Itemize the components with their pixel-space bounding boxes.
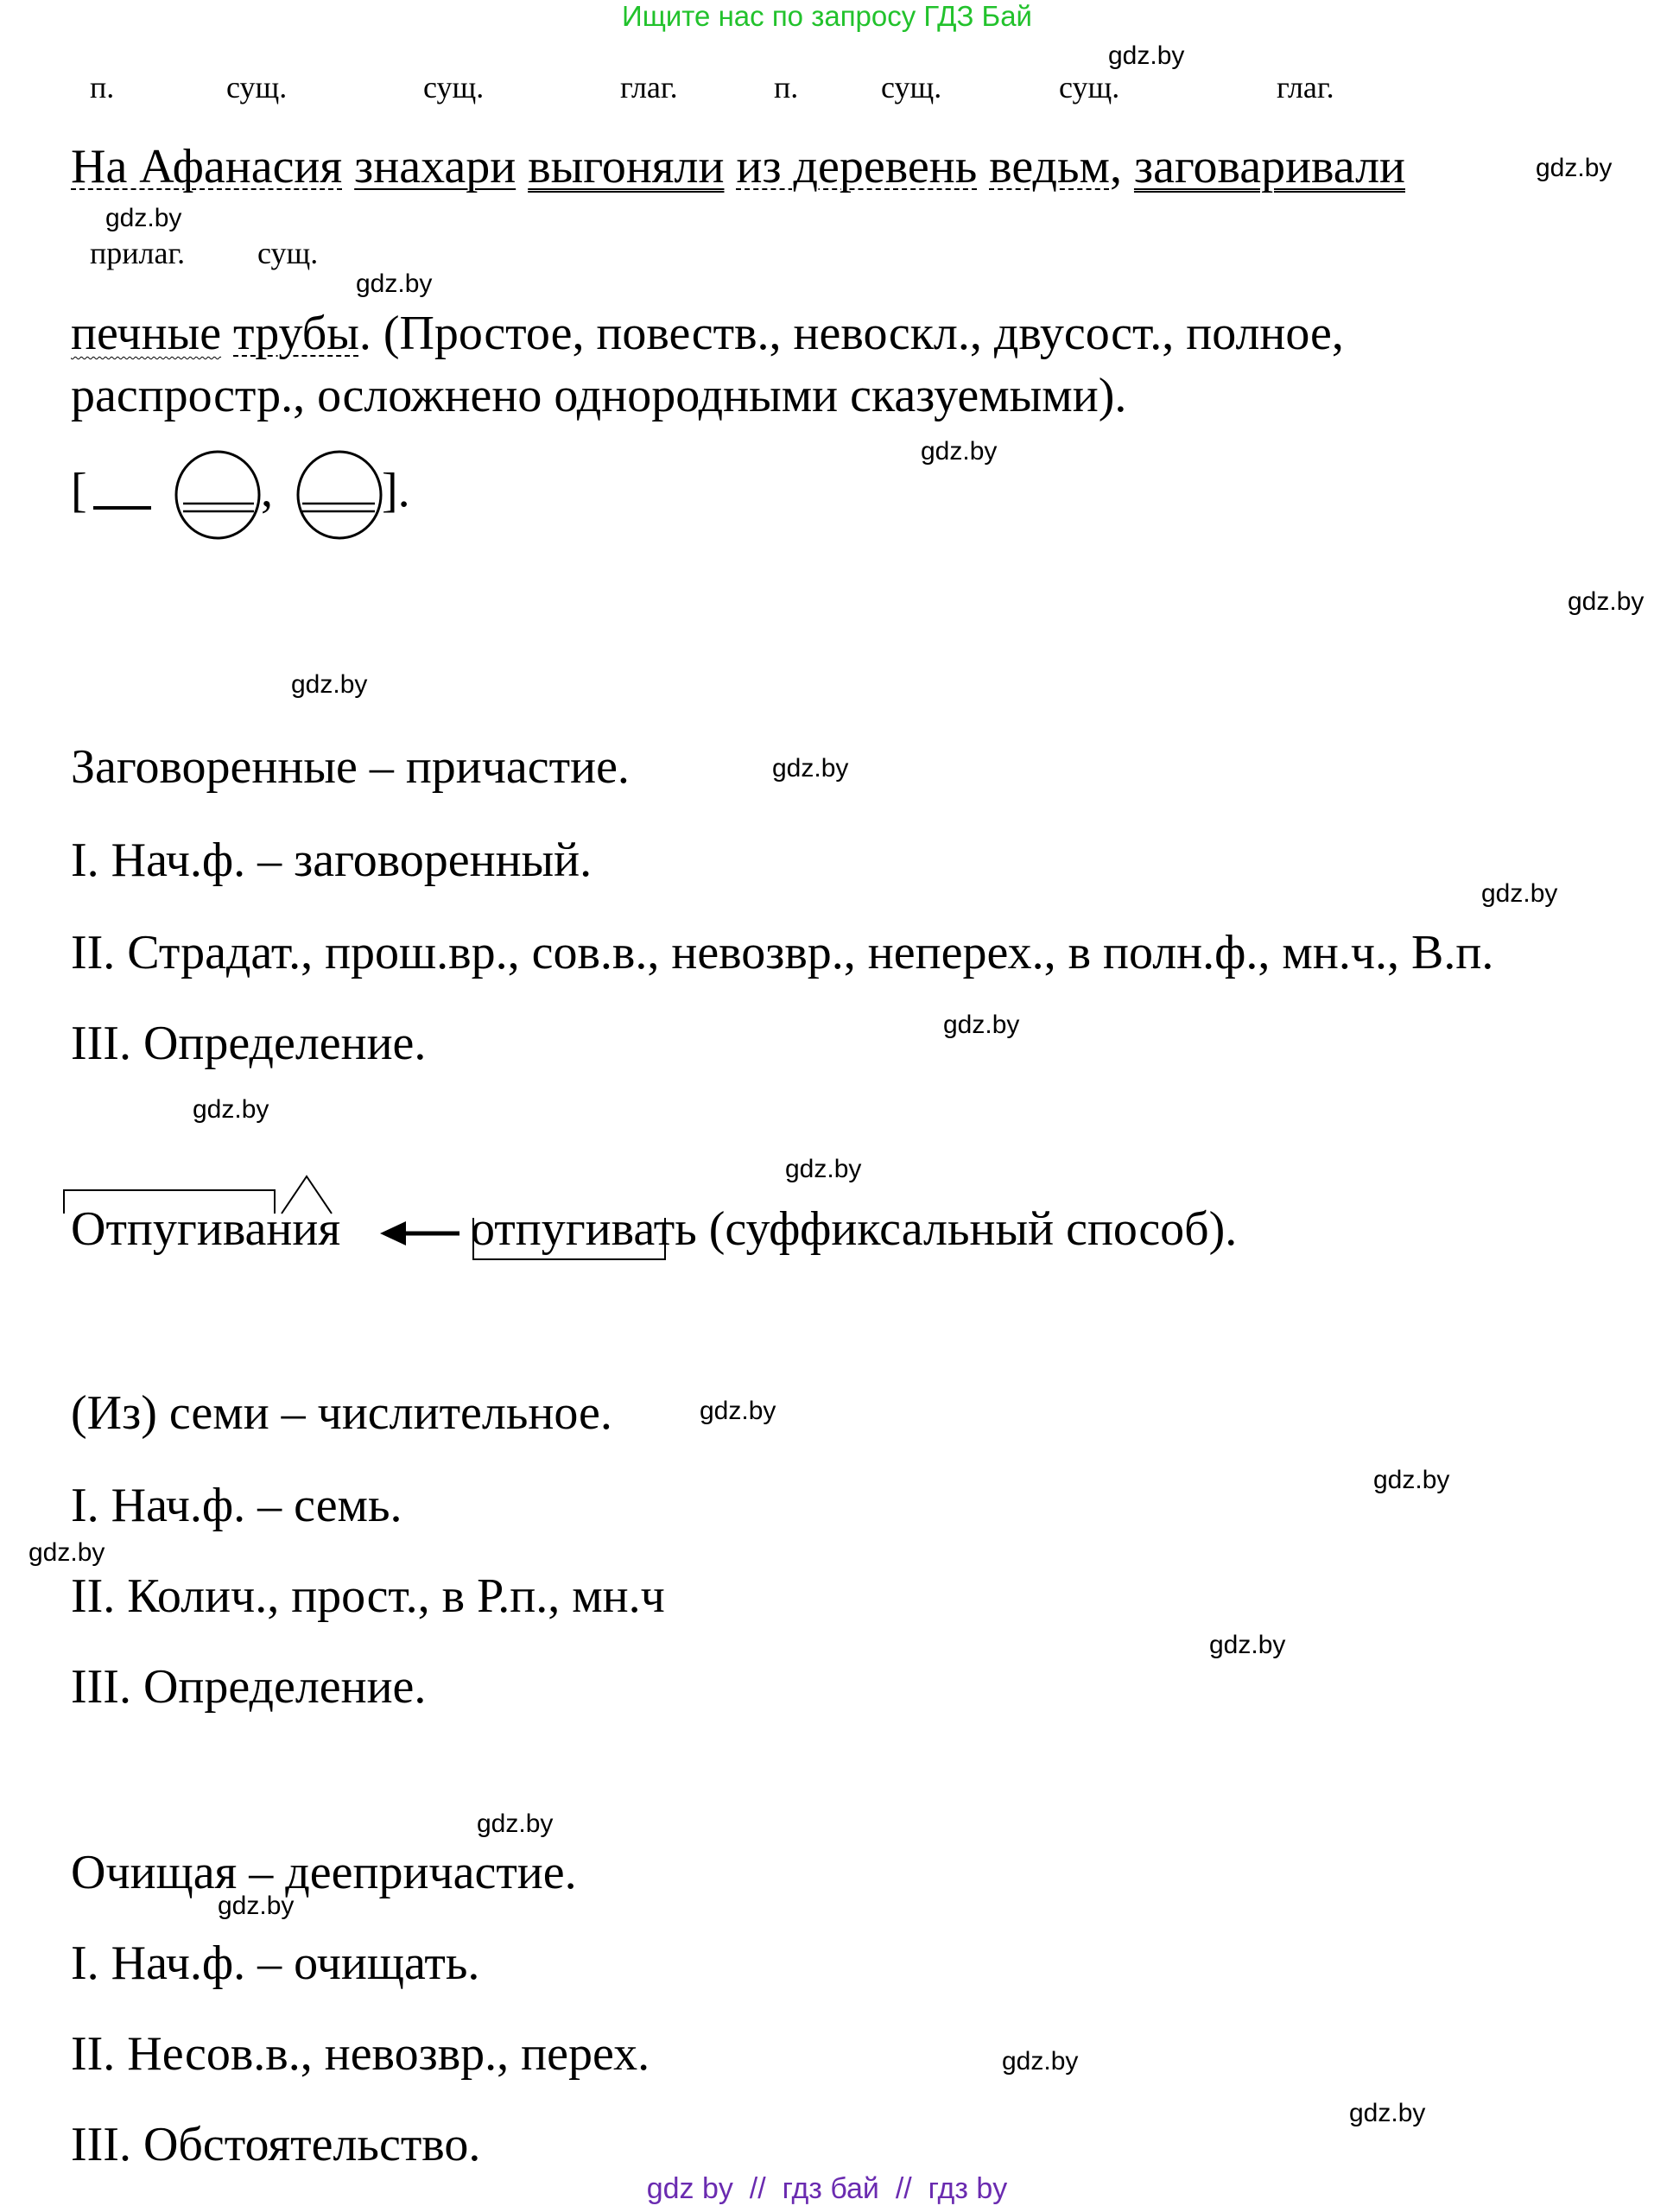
- formation-method: (суффиксальный способ).: [696, 1202, 1238, 1256]
- object-word: из деревень: [736, 140, 978, 193]
- watermark: gdz.by: [29, 1538, 105, 1567]
- pos-label: п.: [774, 70, 799, 105]
- watermark: gdz.by: [1108, 41, 1185, 70]
- participle-point-2: II. Страдат., прош.вр., сов.в., невозвр., неперех., в полн.ф., мн.ч., В.п.: [71, 926, 1494, 979]
- watermark: gdz.by: [1373, 1466, 1450, 1494]
- object-word: ведьм: [989, 140, 1110, 193]
- watermark: gdz.by: [772, 754, 849, 783]
- subject-word: знахари: [354, 140, 516, 193]
- word-formation-line: [471, 1202, 1238, 1256]
- gerund-point-2: II. Несов.в., невозвр., перех.: [71, 2027, 650, 2081]
- predicate-word: выгоняли: [528, 140, 725, 193]
- sentence-characteristics-cont: распростр., осложнено однородными сказуемыми).: [71, 369, 1127, 422]
- watermark: gdz.by: [943, 1011, 1020, 1039]
- numeral-point-1: I. Нач.ф. – семь.: [71, 1479, 402, 1532]
- watermark: gdz.by: [1568, 587, 1644, 616]
- pos-label: глаг.: [1277, 70, 1334, 105]
- gerund-title: Очищая – деепричастие.: [71, 1846, 577, 1899]
- scheme-predicate-circle: [298, 452, 381, 538]
- scheme-close-bracket: ].: [382, 464, 410, 517]
- object-word: трубы: [233, 307, 359, 360]
- pos-label: п.: [90, 70, 115, 105]
- watermark: gdz.by: [700, 1397, 776, 1425]
- scheme-comma: ,: [261, 464, 273, 517]
- sentence-line-2: [71, 309, 1344, 358]
- arrow-head: [380, 1221, 406, 1245]
- predicate-word: заговаривали: [1133, 140, 1405, 193]
- participle-title: Заговоренные – причастие.: [71, 740, 630, 794]
- watermark: gdz.by: [477, 1810, 554, 1838]
- derived-word: Отпугивания: [71, 1202, 341, 1256]
- pos-label: сущ.: [881, 70, 942, 105]
- sentence-characteristics: . (Простое, повеств., невоскл., двусост., полное,: [358, 307, 1344, 360]
- watermark: gdz.by: [1209, 1631, 1286, 1659]
- scheme-open-bracket: [: [71, 464, 87, 517]
- numeral-title: (Из) семи – числительное.: [71, 1386, 612, 1440]
- base-word: отпугивать: [471, 1202, 697, 1256]
- numeral-point-3: III. Определение.: [71, 1660, 427, 1714]
- numeral-point-2: II. Колич., прост., в Р.п., мн.ч: [71, 1569, 665, 1623]
- pos-label: сущ.: [1059, 70, 1120, 105]
- watermark: gdz.by: [1481, 879, 1558, 908]
- participle-point-3: III. Определение.: [71, 1017, 427, 1070]
- comma: ,: [1109, 140, 1122, 193]
- gerund-point-1: I. Нач.ф. – очищать.: [71, 1936, 480, 1990]
- watermark: gdz.by: [1349, 2099, 1426, 2127]
- pos-label: сущ.: [257, 236, 319, 270]
- participle-point-1: I. Нач.ф. – заговоренный.: [71, 833, 593, 887]
- sentence-line-1: [71, 140, 1405, 193]
- watermark: gdz.by: [785, 1155, 862, 1183]
- watermark: gdz.by: [193, 1095, 269, 1124]
- bottom-banner[interactable]: gdz by // гдз бай // гдз by: [646, 2172, 1008, 2205]
- watermark: gdz.by: [1002, 2047, 1079, 2076]
- gerund-point-3: III. Обстоятельство.: [71, 2118, 481, 2171]
- top-banner[interactable]: Ищите нас по запросу ГДЗ Бай: [622, 0, 1032, 32]
- watermark: gdz.by: [921, 437, 998, 466]
- watermark: gdz.by: [291, 670, 368, 699]
- pos-label: сущ.: [423, 70, 485, 105]
- pos-label: глаг.: [620, 70, 678, 105]
- watermark: gdz.by: [356, 269, 433, 298]
- attribute-word: печные: [71, 307, 222, 360]
- watermark: gdz.by: [1536, 154, 1613, 182]
- pos-label: сущ.: [226, 70, 288, 105]
- watermark: gdz.by: [218, 1892, 295, 1920]
- pos-label: прилаг.: [90, 236, 186, 270]
- adverbial-word: На Афанасия: [71, 140, 343, 193]
- watermark: gdz.by: [105, 204, 182, 232]
- scheme-predicate-circle: [176, 452, 259, 538]
